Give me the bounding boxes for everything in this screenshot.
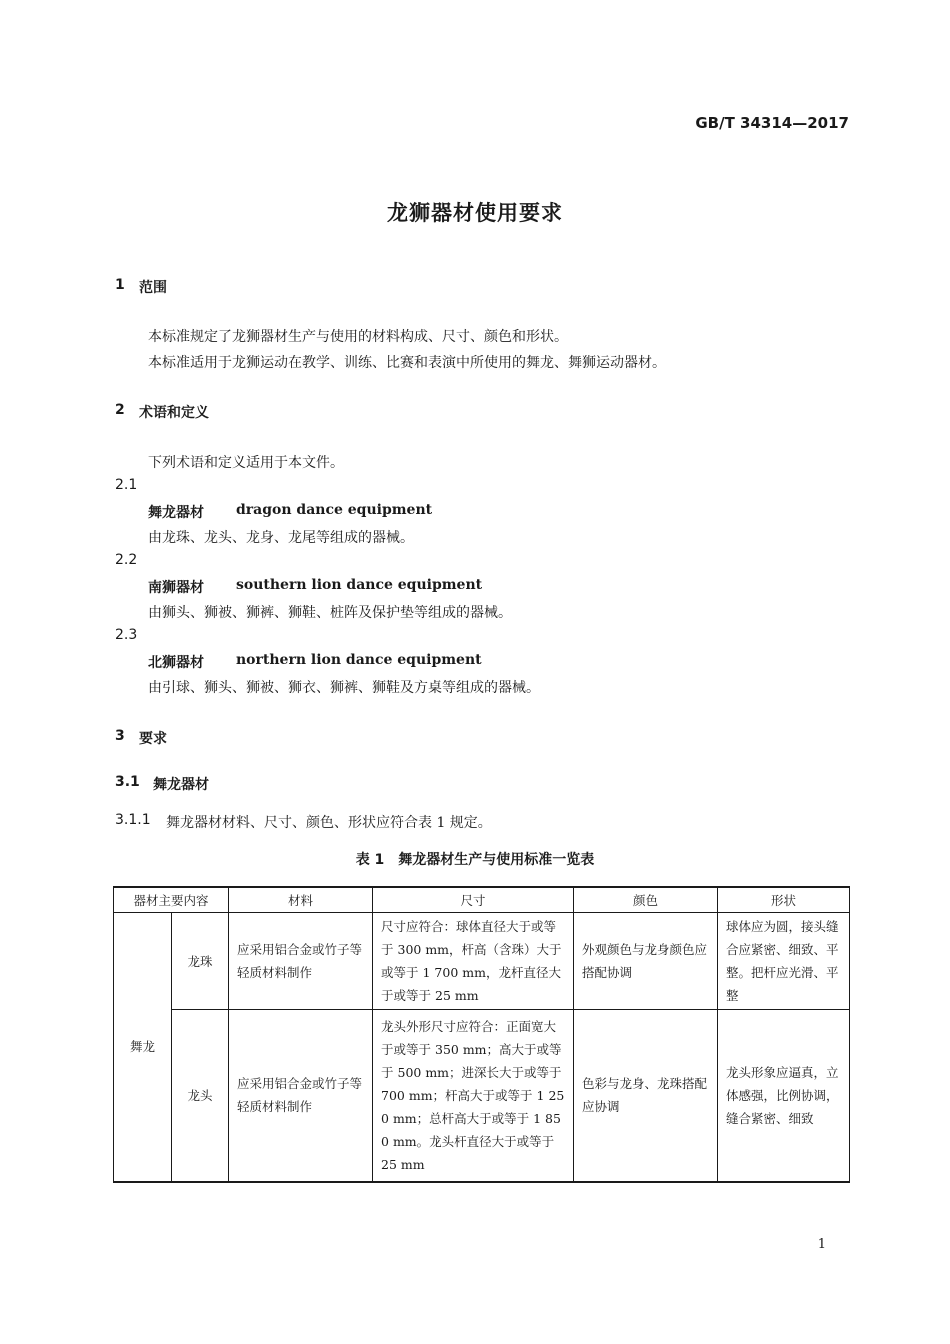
section-1-paragraph-2: 本标准适用于龙狮运动在教学、训练、比赛和表演中所使用的舞龙、舞狮运动器材。 [148, 355, 666, 371]
section-3-number: 3 [115, 728, 125, 744]
term-english: northern lion dance equipment [236, 652, 482, 668]
column-header: 器材主要内容 [114, 887, 229, 913]
term-definition: 由狮头、狮被、狮裤、狮鞋、桩阵及保护垫等组成的器械。 [148, 605, 512, 621]
section-1-heading: 范围 [139, 280, 167, 296]
standard-number: GB/T 34314—2017 [695, 114, 849, 132]
section-2-intro: 下列术语和定义适用于本文件。 [148, 455, 344, 471]
subsection-heading: 舞龙器材 [153, 777, 209, 793]
item-cell: 龙珠 [172, 913, 229, 1010]
term-definition: 由引球、狮头、狮被、狮衣、狮裤、狮鞋及方桌等组成的器械。 [148, 680, 540, 696]
term-english: dragon dance equipment [236, 502, 433, 518]
section-1-paragraph-1: 本标准规定了龙狮器材生产与使用的材料构成、尺寸、颜色和形状。 [148, 329, 568, 345]
spec-table [113, 886, 850, 1183]
term-number: 2.3 [115, 627, 138, 643]
size-cell: 尺寸应符合：球体直径大于或等于 300 mm，杆高（含珠）大于或等于 1 700 mm，龙杆直径大于或等于 25 mm [373, 913, 574, 1010]
term-number: 2.1 [115, 477, 138, 493]
section-2-heading: 术语和定义 [139, 405, 209, 421]
term-chinese: 舞龙器材 [148, 505, 204, 521]
section-3-heading: 要求 [139, 731, 167, 747]
group-cell: 舞龙 [114, 913, 172, 1182]
clause-number: 3.1.1 [115, 812, 151, 828]
color-cell: 外观颜色与龙身颜色应搭配协调 [574, 913, 718, 1010]
size-cell: 龙头外形尺寸应符合：正面宽大于或等于 350 mm；高大于或等于 500 mm；进深长大于或等于 700 mm；杆高大于或等于 1 250 mm；总杆高大于或等于 1 850 mm。龙头杆直径大于或等于 25 mm [373, 1010, 574, 1182]
material-cell: 应采用铝合金或竹子等轻质材料制作 [229, 1010, 373, 1182]
clause-text: 舞龙器材材料、尺寸、颜色、形状应符合表 1 规定。 [166, 815, 492, 831]
section-2-number: 2 [115, 402, 125, 418]
table-header-row [114, 887, 850, 913]
subsection-number: 3.1 [115, 774, 140, 790]
material-cell: 应采用铝合金或竹子等轻质材料制作 [229, 913, 373, 1010]
term-chinese: 南狮器材 [148, 580, 204, 596]
color-cell: 色彩与龙身、龙珠搭配应协调 [574, 1010, 718, 1182]
section-1-number: 1 [115, 277, 125, 293]
term-chinese: 北狮器材 [148, 655, 204, 671]
page-number: 1 [817, 1237, 826, 1252]
table-caption: 表 1 舞龙器材生产与使用标准一览表 [355, 852, 595, 868]
term-definition: 由龙珠、龙头、龙身、龙尾等组成的器械。 [148, 530, 414, 546]
shape-cell: 龙头形象应逼真，立体感强，比例协调，缝合紧密、细致 [718, 1010, 850, 1182]
table-row [114, 913, 850, 1010]
term-english: southern lion dance equipment [236, 577, 483, 593]
term-number: 2.2 [115, 552, 138, 568]
column-header: 形状 [718, 887, 850, 913]
table-row [114, 1010, 850, 1182]
document-title: 龙狮器材使用要求 [387, 201, 563, 225]
shape-cell: 球体应为圆，接头缝合应紧密、细致、平整。把杆应光滑、平整 [718, 913, 850, 1010]
column-header: 尺寸 [373, 887, 574, 913]
item-cell: 龙头 [172, 1010, 229, 1182]
column-header: 颜色 [574, 887, 718, 913]
column-header: 材料 [229, 887, 373, 913]
